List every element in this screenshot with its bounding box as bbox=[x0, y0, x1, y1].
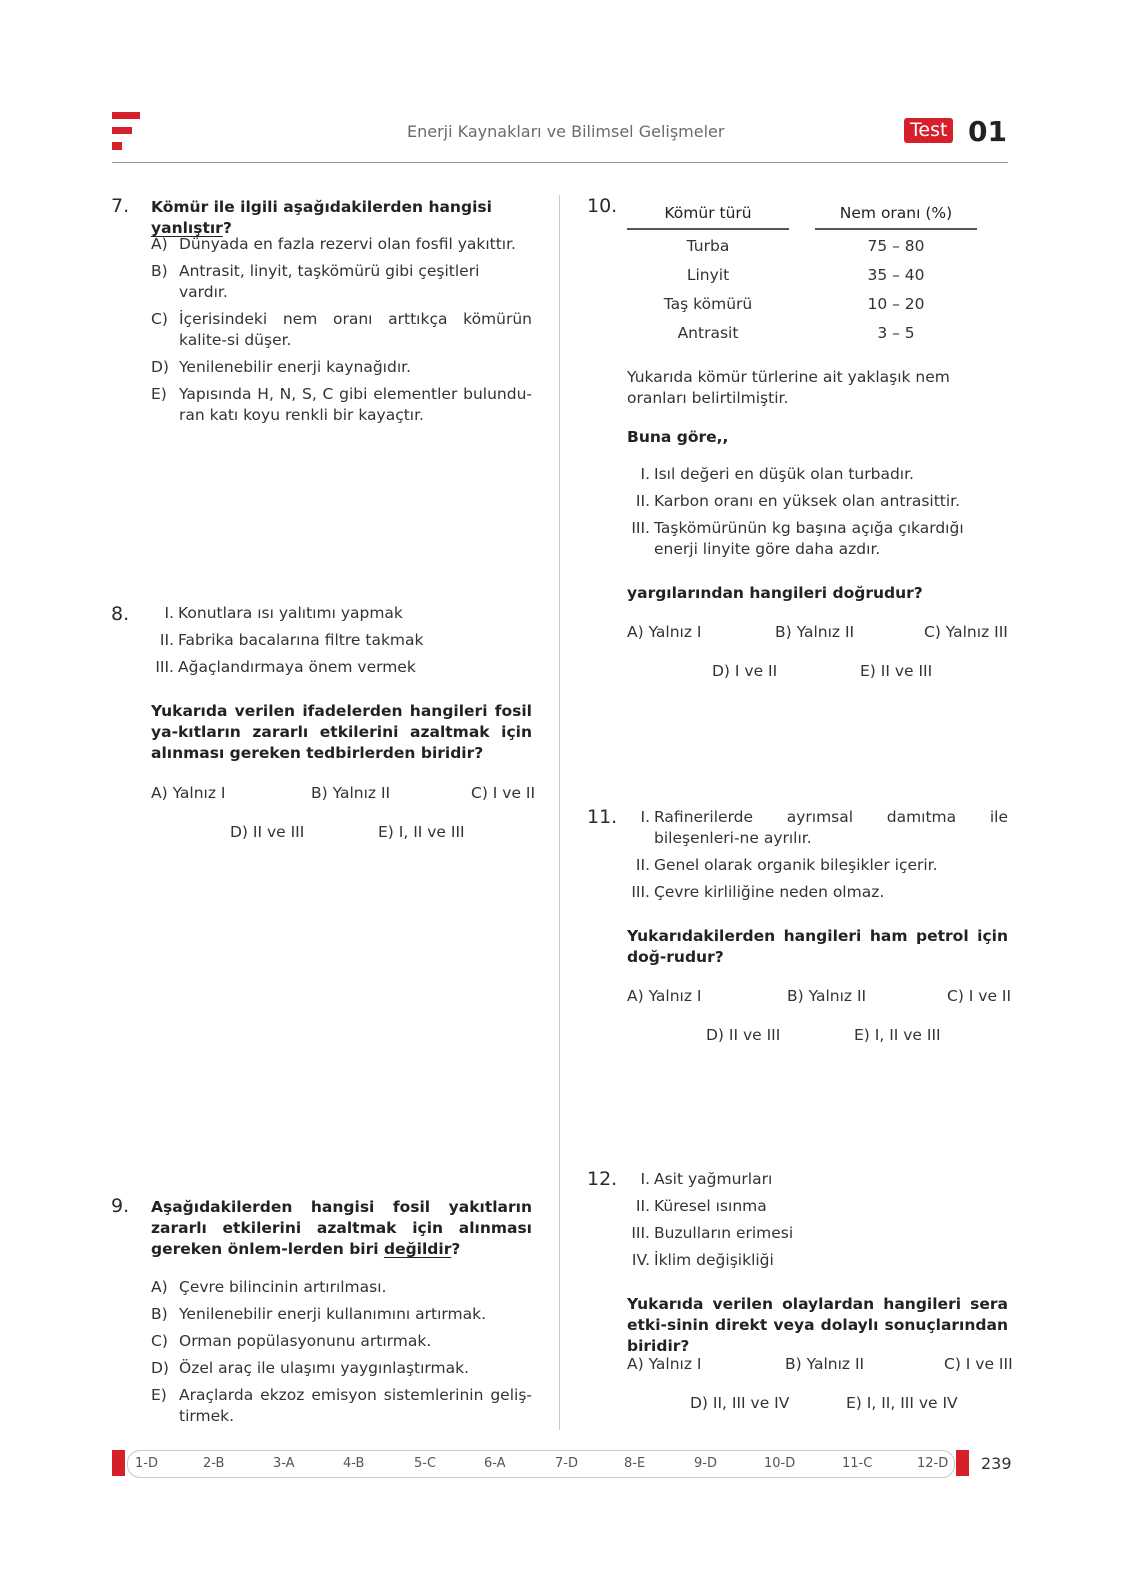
intro-text: Yukarıda kömür türlerine ait yaklaşık nem oranları belirtilmiştir. bbox=[627, 368, 950, 407]
statement-list bbox=[622, 464, 1008, 560]
choice-c[interactable]: C) Yalnız III bbox=[924, 623, 1008, 641]
option[interactable]: B) Yenilenebilir enerji kullanımını artırmak. bbox=[151, 1305, 487, 1323]
option[interactable]: A) Dünyada en fazla rezervi olan fosfil yakıttır. bbox=[151, 235, 516, 253]
answer-key-item: 11-C bbox=[842, 1456, 873, 1471]
test-badge: Test bbox=[904, 118, 953, 143]
question-stem: Yukarıda verilen ifadelerden hangileri fosil ya-kıtların zararlı etkilerini azaltmak için alınması gereken tedbirlerden biridir? bbox=[151, 702, 532, 762]
table-header: Kömür türü bbox=[627, 204, 789, 230]
option[interactable]: B) Antrasit, linyit, taşkömürü gibi çeşitleri vardır. bbox=[151, 262, 480, 301]
answer-key-item: 1-D bbox=[135, 1456, 158, 1471]
page-number: 239 bbox=[981, 1454, 1012, 1473]
statement: II. Küresel ısınma bbox=[635, 1197, 767, 1215]
choice-d[interactable]: D) II ve III bbox=[706, 1026, 781, 1044]
answer-key-item: 4-B bbox=[343, 1456, 365, 1471]
choice-b[interactable]: B) Yalnız II bbox=[787, 987, 867, 1005]
footer-accent-right bbox=[956, 1450, 969, 1476]
choice-a[interactable]: A) Yalnız I bbox=[627, 987, 702, 1005]
column-divider bbox=[559, 195, 560, 1430]
statement: I. Konutlara ısı yalıtımı yapmak bbox=[164, 604, 403, 622]
question-number: 11. bbox=[587, 806, 618, 828]
answer-key-item: 8-E bbox=[624, 1456, 646, 1471]
statement-list bbox=[146, 603, 532, 678]
table-row: Linyit 35 – 40 bbox=[686, 266, 925, 284]
question-number: 9. bbox=[111, 1195, 130, 1217]
footer-accent-left bbox=[112, 1450, 125, 1476]
statement: I. Asit yağmurları bbox=[640, 1170, 773, 1188]
statement: III. Ağaçlandırmaya önem vermek bbox=[155, 658, 416, 676]
statement-list bbox=[622, 1169, 1008, 1271]
option[interactable]: E) Yapısında H, N, S, C gibi elementler bulundu-ran katı koyu renkli bir kayaçtır. bbox=[151, 385, 532, 424]
statement: II. Karbon oranı en yüksek olan antrasittir. bbox=[635, 492, 961, 510]
statement: IV. İklim değişikliği bbox=[631, 1251, 774, 1269]
answer-key-bar bbox=[127, 1450, 955, 1478]
statement: III. Taşkömürünün kg başına açığa çıkardığı enerji linyite göre daha azdır. bbox=[631, 519, 964, 558]
option[interactable]: C) Orman popülasyonunu artırmak. bbox=[151, 1332, 432, 1350]
table-row: Antrasit 3 – 5 bbox=[677, 324, 915, 342]
header-divider bbox=[112, 162, 1008, 163]
statement: III. Çevre kirliliğine neden olmaz. bbox=[631, 883, 885, 901]
choice-a[interactable]: A) Yalnız I bbox=[151, 784, 226, 802]
choice-b[interactable]: B) Yalnız II bbox=[775, 623, 855, 641]
option[interactable]: E) Araçlarda ekzoz emisyon sistemlerinin geliş-tirmek. bbox=[151, 1386, 532, 1425]
question-stem: Kömür ile ilgili aşağıdakilerden hangisi yanlıştır? bbox=[151, 198, 492, 237]
question-stem: Yukarıdakilerden hangileri ham petrol için doğ-rudur? bbox=[627, 927, 1008, 966]
choice-e[interactable]: E) II ve III bbox=[860, 662, 933, 680]
choice-c[interactable]: C) I ve II bbox=[947, 987, 1012, 1005]
header-title: Enerji Kaynakları ve Bilimsel Gelişmeler bbox=[407, 122, 725, 141]
table-header: Nem oranı (%) bbox=[815, 204, 977, 230]
answer-key-item: 7-D bbox=[555, 1456, 578, 1471]
question-stem: Aşağıdakilerden hangisi fosil yakıtların zararlı etkilerini azaltmak için alınması gereken önlem-lerden biri değildir? bbox=[151, 1198, 532, 1258]
question-number: 12. bbox=[587, 1168, 618, 1190]
question-number: 7. bbox=[111, 195, 130, 217]
statement-list bbox=[622, 807, 1008, 903]
statement: I. Rafinerilerde ayrımsal damıtma ile bileşenleri-ne ayrılır. bbox=[640, 808, 1008, 847]
question-stem: yargılarından hangileri doğrudur? bbox=[627, 584, 923, 602]
answer-key-item: 9-D bbox=[694, 1456, 717, 1471]
answer-key-item: 12-D bbox=[917, 1456, 949, 1471]
choice-e[interactable]: E) I, II ve III bbox=[854, 1026, 941, 1044]
coal-table bbox=[627, 204, 977, 353]
choice-c[interactable]: C) I ve II bbox=[471, 784, 536, 802]
answer-key-item: 2-B bbox=[203, 1456, 225, 1471]
options-list bbox=[151, 234, 532, 426]
option[interactable]: C) İçerisindeki nem oranı arttıkça kömürün kalite-si düşer. bbox=[151, 310, 532, 349]
choice-d[interactable]: D) II, III ve IV bbox=[690, 1394, 790, 1412]
statement: I. Isıl değeri en düşük olan turbadır. bbox=[640, 465, 914, 483]
statement: II. Fabrika bacalarına filtre takmak bbox=[159, 631, 424, 649]
answer-key-item: 6-A bbox=[484, 1456, 506, 1471]
choice-e[interactable]: E) I, II, III ve IV bbox=[846, 1394, 958, 1412]
option[interactable]: D) Yenilenebilir enerji kaynağıdır. bbox=[151, 358, 412, 376]
choice-a[interactable]: A) Yalnız I bbox=[627, 1355, 702, 1373]
options-list bbox=[151, 1277, 532, 1427]
test-number: 01 bbox=[968, 115, 1007, 148]
statement: III. Buzulların erimesi bbox=[631, 1224, 794, 1242]
lead-text: Buna göre,, bbox=[627, 428, 729, 446]
option[interactable]: A) Çevre bilincinin artırılması. bbox=[151, 1278, 387, 1296]
answer-key-item: 3-A bbox=[273, 1456, 295, 1471]
answer-key-item: 5-C bbox=[414, 1456, 437, 1471]
choice-c[interactable]: C) I ve III bbox=[944, 1355, 1013, 1373]
table-row: Turba 75 – 80 bbox=[686, 237, 925, 255]
choice-b[interactable]: B) Yalnız II bbox=[311, 784, 391, 802]
option[interactable]: D) Özel araç ile ulaşımı yaygınlaştırmak. bbox=[151, 1359, 470, 1377]
choice-d[interactable]: D) II ve III bbox=[230, 823, 305, 841]
choice-a[interactable]: A) Yalnız I bbox=[627, 623, 702, 641]
question-stem: Yukarıda verilen olaylardan hangileri sera etki-sinin direkt veya dolaylı sonuçlarından biridir? bbox=[627, 1295, 1008, 1355]
answer-key-item: 10-D bbox=[764, 1456, 796, 1471]
table-row: Taş kömürü 10 – 20 bbox=[663, 295, 925, 313]
statement: II. Genel olarak organik bileşikler içerir. bbox=[635, 856, 938, 874]
choice-d[interactable]: D) I ve II bbox=[712, 662, 778, 680]
question-number: 8. bbox=[111, 603, 130, 625]
choice-b[interactable]: B) Yalnız II bbox=[785, 1355, 865, 1373]
choice-e[interactable]: E) I, II ve III bbox=[378, 823, 465, 841]
question-number: 10. bbox=[587, 195, 618, 217]
